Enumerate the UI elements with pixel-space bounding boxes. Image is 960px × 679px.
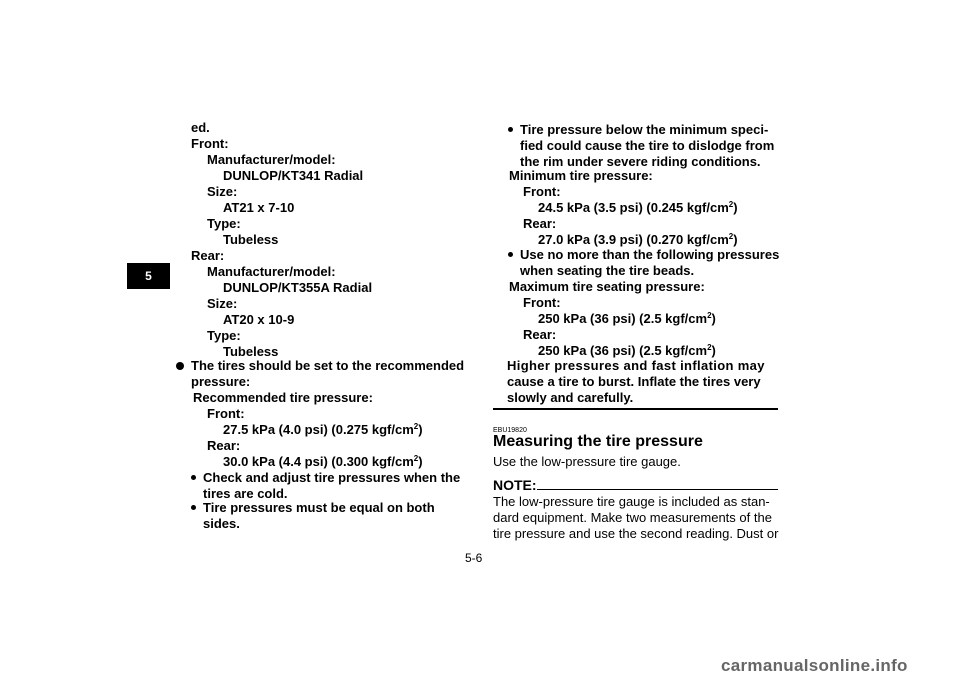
bullet-icon bbox=[191, 475, 196, 480]
max-front-label: Front: bbox=[523, 295, 561, 310]
min-warning-text: Tire pressure below the minimum speci- bbox=[520, 122, 769, 137]
front-type-label: Type: bbox=[207, 216, 241, 231]
equal-pressure-text-2: sides. bbox=[203, 516, 240, 531]
front-size-label: Size: bbox=[207, 184, 238, 199]
recommended-pressure-label: Recommended tire pressure: bbox=[193, 390, 373, 405]
check-cold-text-2: tires are cold. bbox=[203, 486, 288, 501]
continued-text: ed. bbox=[191, 120, 210, 135]
front-model-label: Manufacturer/model: bbox=[207, 152, 336, 167]
note-text: The low-pressure tire gauge is included as stan- bbox=[493, 494, 770, 509]
note-underline bbox=[537, 489, 778, 490]
seating-warning-text: Use no more than the following pressures bbox=[520, 247, 780, 262]
bullet-recommended-text: The tires should be set to the recommended bbox=[191, 358, 465, 373]
max-pressure-label: Maximum tire seating pressure: bbox=[509, 279, 705, 294]
rear-model-label: Manufacturer/model: bbox=[207, 264, 336, 279]
rear-label: Rear: bbox=[191, 248, 225, 263]
min-front-value: 24.5 kPa (3.5 psi) (0.245 kgf/$cm^2$) bbox=[538, 200, 738, 215]
max-rear-label: Rear: bbox=[523, 327, 557, 342]
rear-size-label: Size: bbox=[207, 296, 238, 311]
seating-warning-text-2: when seating the tire beads. bbox=[520, 263, 695, 278]
chapter-tab: 5 bbox=[127, 263, 170, 289]
intro-text: Use the low-pressure tire gauge. bbox=[493, 454, 681, 469]
note-text-3: tire pressure and use the second reading. Dust or bbox=[493, 526, 779, 541]
bullet-icon bbox=[176, 362, 184, 370]
rear-type-value: Tubeless bbox=[223, 344, 279, 359]
burst-warning-text: Higher pressures and fast inflation may bbox=[507, 358, 765, 373]
bullet-recommended-text-2: pressure: bbox=[191, 374, 251, 389]
note-text-2: dard equipment. Make two measurements of the bbox=[493, 510, 772, 525]
front-type-value: Tubeless bbox=[223, 232, 279, 247]
rear-model-value: DUNLOP/KT355A Radial bbox=[223, 280, 373, 295]
burst-warning-text-3: slowly and carefully. bbox=[507, 390, 634, 405]
section-divider bbox=[493, 408, 778, 410]
min-warning-text-3: the rim under severe riding conditions. bbox=[520, 154, 761, 169]
recommended-front-label: Front: bbox=[207, 406, 245, 421]
bullet-icon bbox=[508, 127, 513, 132]
min-rear-value: 27.0 kPa (3.9 psi) (0.270 kgf/$cm^2$) bbox=[538, 232, 738, 247]
section-heading: Measuring the tire pressure bbox=[493, 433, 703, 450]
front-size-value: AT21 x 7-10 bbox=[223, 200, 295, 215]
min-front-label: Front: bbox=[523, 184, 561, 199]
note-label: NOTE: bbox=[493, 477, 537, 493]
section-code: EBU19820 bbox=[493, 427, 527, 434]
recommended-rear-label: Rear: bbox=[207, 438, 241, 453]
front-model-value: DUNLOP/KT341 Radial bbox=[223, 168, 364, 183]
footer-watermark: carmanualsonline.info bbox=[721, 656, 908, 675]
min-rear-label: Rear: bbox=[523, 216, 557, 231]
max-front-value: 250 kPa (36 psi) (2.5 kgf/$cm^2$) bbox=[538, 311, 716, 326]
check-cold-text: Check and adjust tire pressures when the bbox=[203, 470, 461, 485]
min-warning-text-2: fied could cause the tire to dislodge from bbox=[520, 138, 775, 153]
rear-type-label: Type: bbox=[207, 328, 241, 343]
bullet-icon bbox=[508, 252, 513, 257]
bullet-icon bbox=[191, 505, 196, 510]
recommended-front-value: 27.5 kPa (4.0 psi) (0.275 kgf/$cm^2$) bbox=[223, 422, 423, 437]
max-rear-value: 250 kPa (36 psi) (2.5 kgf/$cm^2$) bbox=[538, 343, 716, 358]
min-pressure-label: Minimum tire pressure: bbox=[509, 168, 653, 183]
recommended-rear-value: 30.0 kPa (4.4 psi) (0.300 kgf/$cm^2$) bbox=[223, 454, 423, 469]
rear-size-value: AT20 x 10-9 bbox=[223, 312, 295, 327]
burst-warning-text-2: cause a tire to burst. Inflate the tires very bbox=[507, 374, 761, 389]
page-number: 5-6 bbox=[465, 551, 483, 565]
equal-pressure-text: Tire pressures must be equal on both bbox=[203, 500, 435, 515]
front-label: Front: bbox=[191, 136, 229, 151]
